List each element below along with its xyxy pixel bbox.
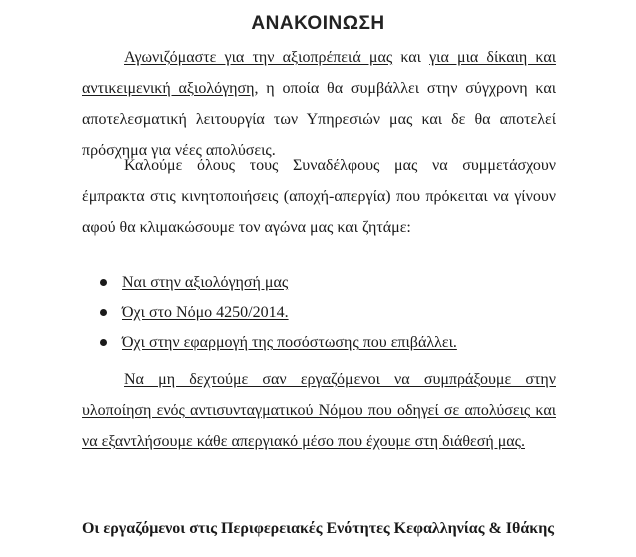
list-item xyxy=(100,328,457,358)
signature-line: Οι εργαζόμενοι στις Περιφερειακές Ενότητες Κεφαλληνίας & Ιθάκης xyxy=(81,520,555,537)
underlined-phrase-dignity: Αγωνιζόμαστε για την αξιοπρέπειά μας xyxy=(124,49,393,66)
paragraph-text: και xyxy=(392,49,430,66)
list-item-text: Όχι στην εφαρμογή της ποσόστωσης που επιβάλλει. xyxy=(122,334,457,351)
paragraph-text: Καλούμε όλους τους Συναδέλφους μας να συμμετάσχουν έμπρακτα στις κινητοποιήσεις (αποχή-απεργία) που πρόκειται να γίνουν αφού θα κλιμακώσουμε τον αγώνα μας και ζητάμε: xyxy=(82,157,556,236)
bullet-icon xyxy=(100,279,107,286)
paragraph-call-to-action xyxy=(82,150,556,243)
list-item-text: Όχι στο Νόμο 4250/2014. xyxy=(122,304,289,321)
underlined-paragraph-text: Να μη δεχτούμε σαν εργαζόμενοι να συμπράξουμε στην υλοποίηση ενός αντισυνταγματικού Νόμου που οδηγεί σε απολύσεις και να εξαντλήσουμε κάθε απεργιακό μέσο που έχουμε στη διάθεσή μας. xyxy=(82,371,556,450)
demands-list xyxy=(100,268,457,358)
document-title: ΑΝΑΚΟΙΝΩΣΗ xyxy=(251,13,385,34)
bullet-icon xyxy=(100,309,107,316)
list-item xyxy=(100,298,457,328)
list-item xyxy=(100,268,457,298)
paragraph-struggle xyxy=(82,42,556,166)
underlined-phrase-evaluation: για μια δίκαιη και αντικειμενική αξιολόγηση xyxy=(82,49,557,97)
bullet-icon xyxy=(100,339,107,346)
paragraph-text: , η οποία θα συμβάλλει στην σύγχρονη και αποτελεσματική λειτουργία των Υπηρεσιών μας και δε θα αποτελεί πρόσχημα για νέες απολύσεις. xyxy=(82,80,557,159)
list-item-text: Ναι στην αξιολόγησή μας xyxy=(122,274,289,291)
paragraph-refusal xyxy=(82,364,556,457)
